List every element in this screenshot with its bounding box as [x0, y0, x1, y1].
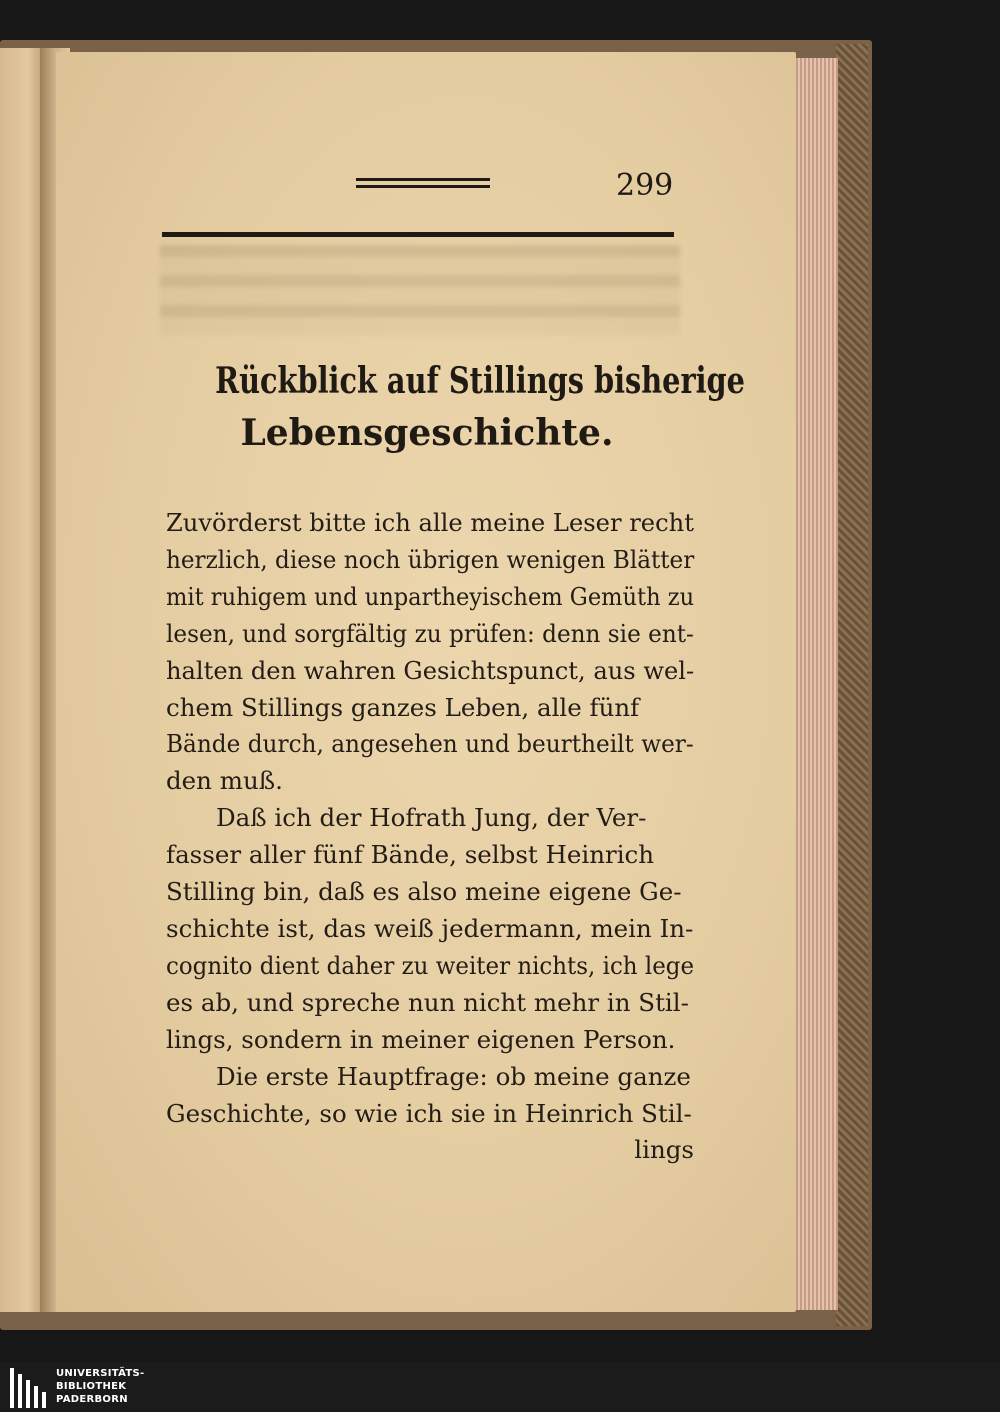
text-line: Geschichte, so wie ich sie in Heinrich Stil-: [166, 1098, 692, 1128]
text-line: halten den wahren Gesichtspunct, aus wel-: [166, 655, 695, 685]
text-line: cognito dient daher zu weiter nichts, ich lege: [166, 950, 695, 980]
logo-line-3: PADERBORN: [56, 1394, 128, 1405]
logo-line-1: UNIVERSITÄTS-: [56, 1368, 145, 1379]
catchword: lings: [634, 1135, 694, 1165]
header-ornament-rule: [356, 178, 490, 188]
text-line: lesen, und sorgfältig zu prüfen: denn sie ent-: [166, 618, 694, 648]
header-rule: [162, 232, 674, 237]
text-line: herzlich, diese noch übrigen wenigen Blätter: [166, 544, 695, 574]
text-line: Bände durch, angesehen und beurtheilt wer-: [166, 729, 694, 759]
text-line: fasser aller fünf Bände, selbst Heinrich: [166, 840, 655, 870]
cover-edge-texture: [836, 44, 868, 1326]
chapter-title-line-2: Lebensgeschichte.: [240, 412, 614, 454]
logo-line-2: BIBLIOTHEK: [56, 1381, 127, 1392]
text-line: Daß ich der Hofrath Jung, der Ver-: [216, 803, 647, 833]
text-line: chem Stillings ganzes Leben, alle fünf: [166, 692, 640, 722]
library-logo-text: [56, 1367, 216, 1406]
library-logo-icon: [10, 1368, 46, 1408]
chapter-title: [162, 355, 745, 459]
text-line: Die erste Hauptfrage: ob meine ganze: [216, 1061, 691, 1091]
text-line: Stilling bin, daß es also meine eigene Ge-: [166, 877, 682, 907]
text-line: lings, sondern in meiner eigenen Person.: [166, 1024, 676, 1054]
page-stack-edges: [792, 58, 838, 1310]
page-number: 299: [616, 168, 674, 203]
text-line: es ab, und spreche nun nicht mehr in Stil-: [166, 987, 689, 1017]
text-line: den muß.: [166, 766, 283, 796]
bleed-through-text: [160, 245, 680, 335]
text-line: schichte ist, das weiß jedermann, mein In-: [166, 913, 694, 943]
text-line: Zuvörderst bitte ich alle meine Leser recht: [166, 508, 694, 537]
text-line: mit ruhigem und unpartheyischem Gemüth zu: [166, 581, 695, 611]
chapter-title-line-1: Rückblick auf Stillings bisherige: [215, 360, 745, 402]
body-text: [166, 505, 694, 1169]
library-footer: [0, 1362, 1000, 1412]
